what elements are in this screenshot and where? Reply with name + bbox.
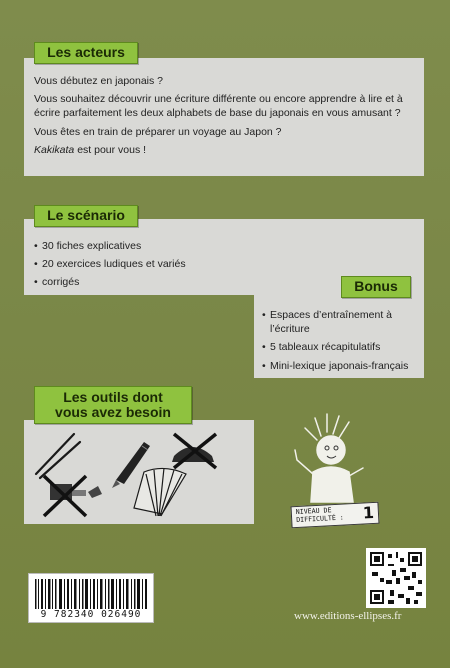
publisher-website: www.editions-ellipses.fr	[294, 610, 402, 622]
kakikata-title: Kakikata	[34, 143, 75, 156]
bonus-item: • 5 tableaux récapitulatifs	[262, 340, 416, 354]
acteurs-line-4	[34, 143, 414, 157]
outils-title-line-2: vous avez besoin	[55, 404, 171, 420]
difficulty-badge	[290, 502, 379, 529]
folding-fan-icon	[134, 468, 186, 516]
difficulty-label-2: DIFFICULTÉ :	[295, 513, 344, 524]
scenario-item: • 20 exercices ludiques et variés	[34, 257, 414, 271]
kakikata-rest: est pour vous !	[74, 143, 147, 156]
bonus-item: • Espaces d’entraînement à l’écriture	[262, 308, 416, 336]
scenario-item: • 30 fiches explicatives	[34, 239, 414, 253]
bonus-tag: Bonus	[341, 276, 411, 298]
isbn-number: 9 782340 026490	[40, 609, 142, 620]
crossed-eraser-icon	[44, 476, 102, 516]
acteurs-line-1: Vous débutez en japonais ?	[34, 75, 164, 87]
outils-tag	[34, 386, 192, 424]
isbn-barcode	[28, 573, 154, 623]
outils-panel	[24, 420, 254, 524]
qr-code	[366, 548, 426, 608]
barcode-bars	[35, 579, 149, 609]
acteurs-line-3: Vous êtes en train de préparer un voyage au Japon ?	[34, 125, 282, 138]
bonus-panel	[254, 292, 424, 378]
acteurs-panel	[24, 58, 424, 176]
difficulty-level: 1	[362, 502, 375, 523]
acteurs-line-2: Vous souhaitez découvrir une écriture différente ou encore apprendre à lire et à écrire parfaitement les deux alphabets de base du japonais en vous amusant ?	[34, 93, 403, 120]
difficulty-label-1: NIVEAU DE	[295, 506, 332, 517]
outils-title-line-1: Les outils dont	[63, 388, 163, 405]
acteurs-tag: Les acteurs	[34, 42, 138, 64]
crossed-helmet-icon	[172, 434, 216, 468]
chopsticks-icon	[36, 434, 80, 478]
outils-illustrations	[24, 420, 254, 524]
bonus-item: • Mini-lexique japonais-français	[262, 359, 416, 373]
qr-code-pattern	[368, 550, 424, 606]
scenario-item: • corrigés	[34, 275, 414, 289]
scenario-tag: Le scénario	[34, 205, 138, 227]
